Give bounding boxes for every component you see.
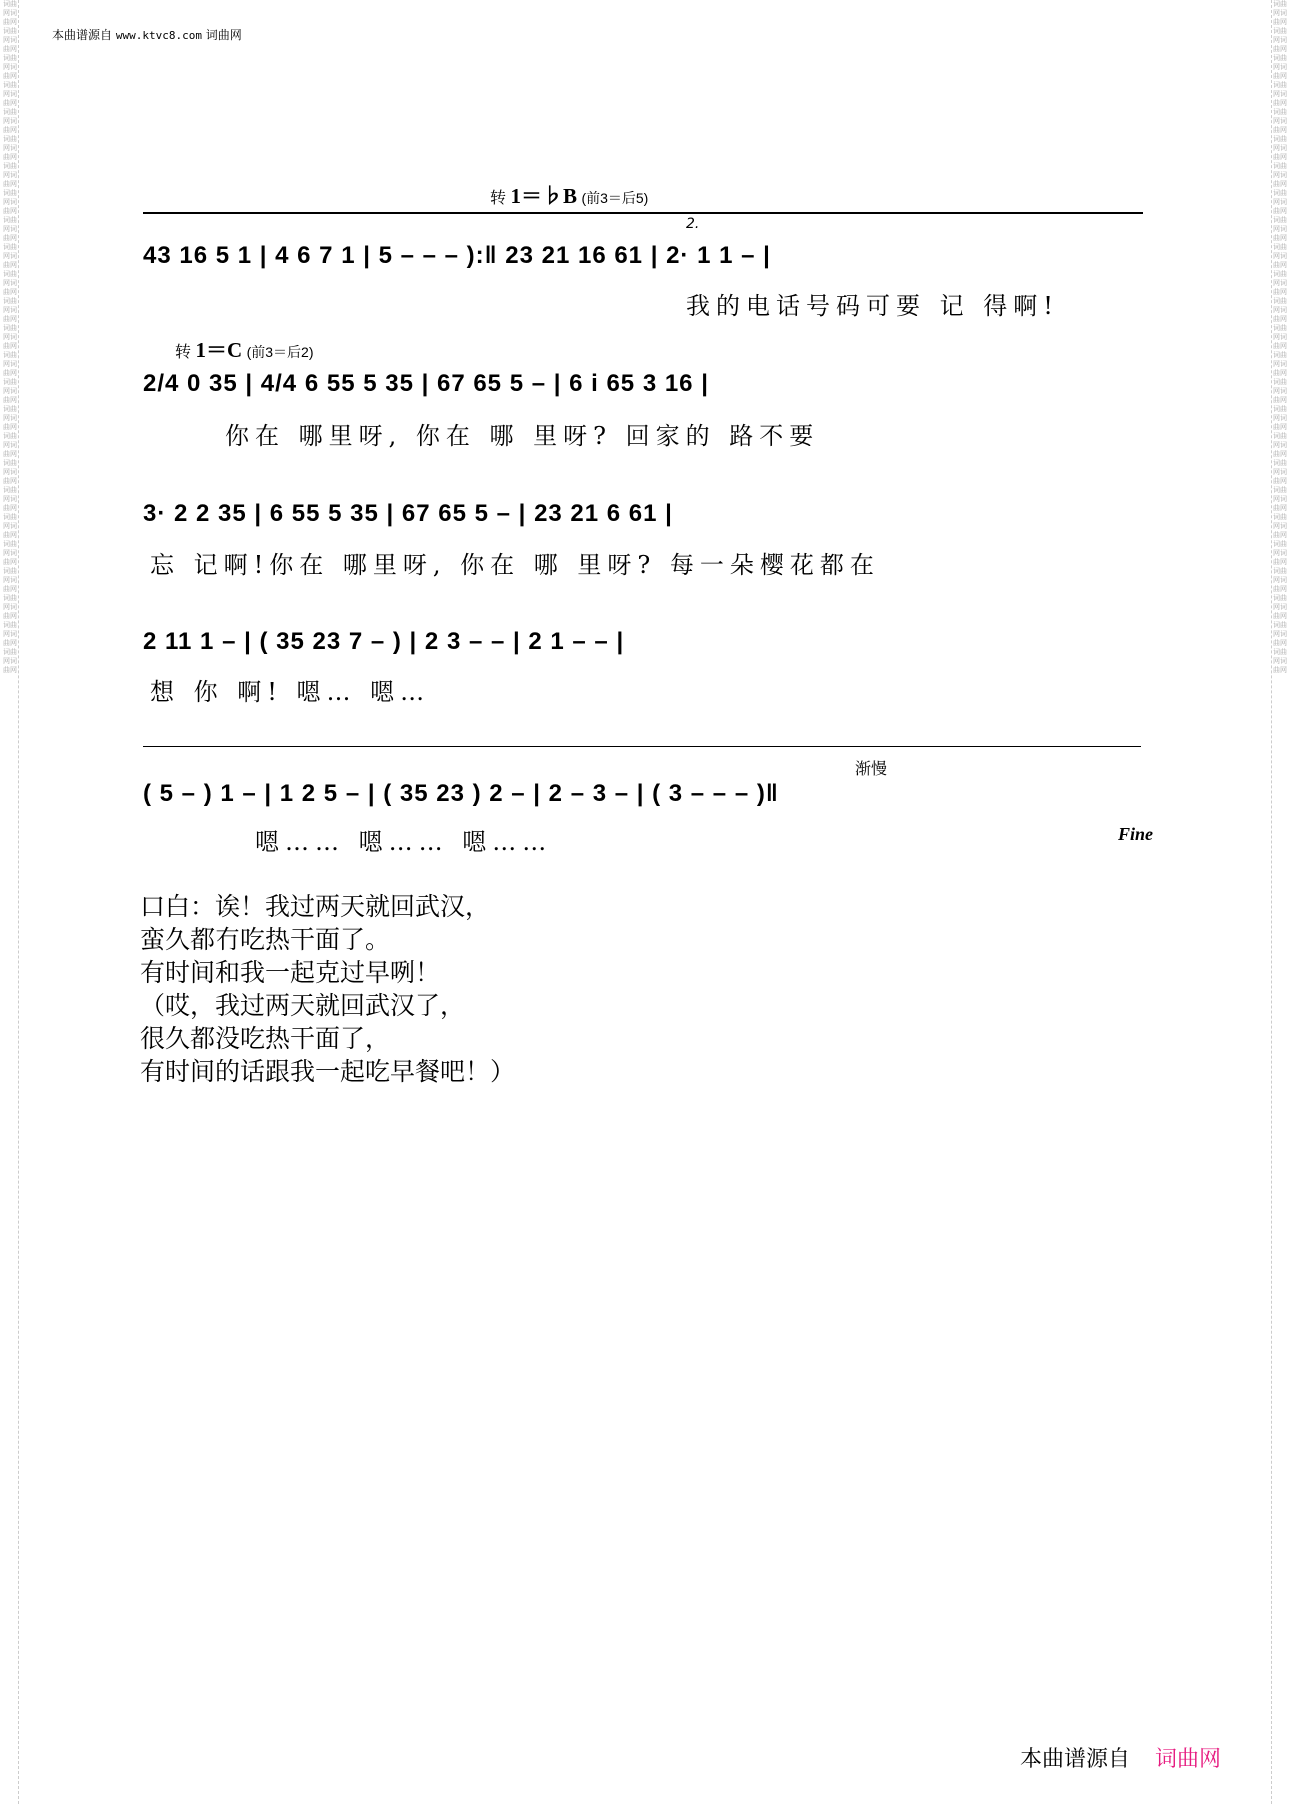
lyrics-line-5: 嗯…… 嗯…… 嗯…… (255, 828, 553, 856)
score-line-2: 2/4 0 35 | 4/4 6 55 5 35 | 67 65 5 – | 6 i 65 3 16 | (143, 370, 709, 397)
source-label: 本曲谱源自 (52, 28, 113, 42)
score-line-3: 3· 2 2 35 | 6 55 5 35 | 67 65 5 – | 23 21 6 61 | (143, 500, 673, 527)
spoken-line: 蛮久都冇吃热干面了。 (140, 925, 391, 954)
key-change-note: (前3＝后5) (581, 190, 649, 206)
key-signature: 1＝♭B (510, 184, 577, 208)
score-line-5: ( 5 – ) 1 – | 1 2 5 – | ( 35 23 ) 2 – | 2 – 3 – | ( 3 – – – )‖ (143, 780, 779, 807)
lyrics-line-4: 想 你 啊! 嗯… 嗯… (150, 678, 431, 706)
spoken-dialogue (140, 890, 515, 1088)
key-change-prefix: 转 (175, 344, 192, 361)
key-change-1 (490, 180, 648, 210)
source-footer-brand: 词曲网 (1155, 1747, 1222, 1772)
spoken-line: 口白：诶！我过两天就回武汉， (140, 892, 491, 921)
source-footer (1020, 1742, 1221, 1773)
key-signature: 1＝C (195, 338, 243, 362)
source-footer-label: 本曲谱源自 (1020, 1747, 1131, 1772)
source-url: www.ktvc8.com (115, 29, 202, 42)
spoken-line: 有时间和我一起克过早咧！ (140, 958, 441, 987)
key-change-note: (前3＝后2) (246, 344, 314, 360)
source-header (52, 26, 242, 43)
spoken-line: 有时间的话跟我一起吃早餐吧！） (140, 1057, 516, 1086)
spoken-line: （哎，我过两天就回武汉了， (140, 991, 466, 1020)
score-line-1: 43 16 5 1 | 4 6 7 1 | 5 – – – ):‖ 23 21 16 61 | 2· 1 1 – | (143, 242, 771, 269)
top-rule (143, 212, 1143, 214)
right-watermark-strip: 词曲网词曲网词曲网词曲网词曲网词曲网词曲网词曲网词曲网词曲网词曲网词曲网词曲网词曲网词曲网词曲网词曲网词曲网词曲网词曲网词曲网词曲网词曲网词曲网词曲网词曲网词曲网词曲网词曲网词曲网词曲网词曲网词曲网词曲网词曲网词曲网词曲网词曲网词曲网词曲网词曲网词曲网词曲网词曲网词曲网词曲网词曲网词曲网词曲网词曲网 (1271, 0, 1288, 1804)
spoken-line: 很久都没吃热干面了， (140, 1024, 391, 1053)
source-site: 词曲网 (205, 28, 242, 42)
lyrics-line-1: 我的电话号码可要 记 得啊! (686, 292, 1059, 320)
line-5-rule (143, 746, 1141, 747)
lyrics-line-3: 忘 记啊!你在 哪里呀, 你在 哪 里呀? 每一朵樱花都在 (150, 551, 880, 579)
left-watermark-strip: 词曲网词曲网词曲网词曲网词曲网词曲网词曲网词曲网词曲网词曲网词曲网词曲网词曲网词曲网词曲网词曲网词曲网词曲网词曲网词曲网词曲网词曲网词曲网词曲网词曲网词曲网词曲网词曲网词曲网词曲网词曲网词曲网词曲网词曲网词曲网词曲网词曲网词曲网词曲网词曲网词曲网词曲网词曲网词曲网词曲网词曲网词曲网词曲网词曲网词曲网 (2, 0, 19, 1804)
fine-mark: Fine (1118, 824, 1154, 844)
second-ending-mark: 2. (686, 216, 700, 232)
tempo-marking: 渐慢 (855, 759, 888, 778)
key-change-prefix: 转 (490, 190, 507, 207)
lyrics-line-2: 你在 哪里呀, 你在 哪 里呀? 回家的 路不要 (225, 422, 820, 450)
score-line-4: 2 11 1 – | ( 35 23 7 – ) | 2 3 – – | 2 1 – – | (143, 628, 625, 655)
key-change-2 (175, 334, 314, 364)
